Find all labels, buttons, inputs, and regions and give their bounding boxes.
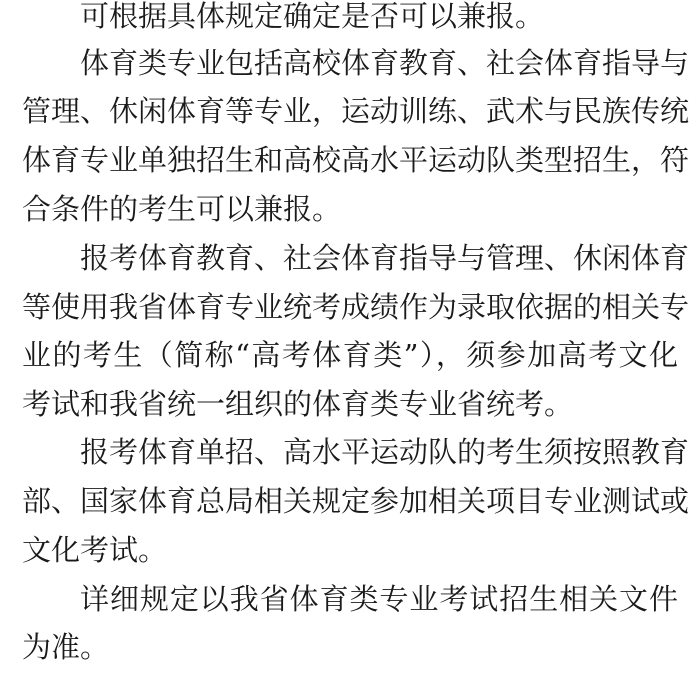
text-line-10: 报考体育单招、高水平运动队的考生须按照教育 — [80, 435, 690, 469]
text-line-12: 文化考试。 — [22, 533, 168, 567]
text-line-11: 部、国家体育总局相关规定参加相关项目专业测试或 — [22, 484, 690, 518]
text-line-9: 考试和我省统一组织的体育类专业省统考。 — [22, 387, 574, 421]
text-line-13: 详细规定以我省体育类专业考试招生相关文件 — [80, 582, 678, 616]
text-line-3: 管理、休闲体育等专业，运动训练、武术与民族传统 — [22, 94, 690, 128]
text-line-4: 体育专业单独招生和高校高水平运动队类型招生，符 — [22, 143, 690, 177]
text-line-1: 可根据具体规定确定是否可以兼报。 — [80, 0, 545, 33]
text-line-2: 体育类专业包括高校体育教育、社会体育指导与 — [80, 46, 690, 80]
text-line-6: 报考体育教育、社会体育指导与管理、休闲体育 — [80, 241, 690, 275]
text-line-5: 合条件的考生可以兼报。 — [22, 192, 342, 226]
text-line-8: 业的考生（简称“高考体育类”），须参加高考文化 — [22, 338, 678, 372]
text-line-7: 等使用我省体育专业统考成绩作为录取依据的相关专 — [22, 290, 690, 324]
text-line-14: 为准。 — [22, 630, 110, 664]
